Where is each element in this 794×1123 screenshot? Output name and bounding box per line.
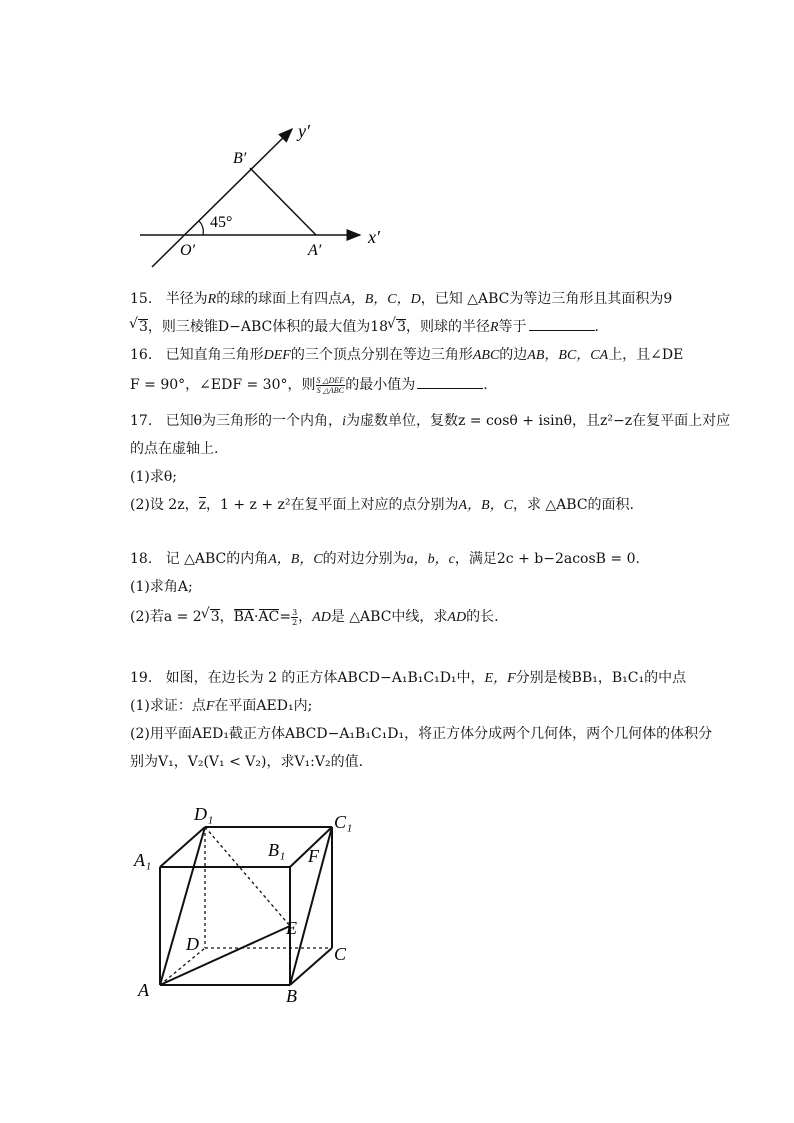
q16-text: 的三个顶点分别在等边三角形 — [290, 347, 473, 363]
q18-number: 18. — [130, 551, 153, 567]
q15-text: 等于 — [498, 319, 527, 335]
oblique-axes-figure — [130, 115, 390, 275]
y-axis-label: y′ — [298, 121, 310, 141]
q17-text: 的点在虚轴上. — [130, 441, 219, 457]
vector-ba: BA — [233, 609, 255, 625]
q17-line1 — [130, 411, 730, 432]
q16-text: 的最小值为 — [345, 377, 416, 393]
q19-text: 别为V₁，V₂(V₁ < V₂)，求V₁:V₂的值. — [130, 754, 364, 770]
q15-line1 — [130, 289, 672, 310]
q18-part2 — [130, 607, 499, 628]
fraction-denominator: 2 — [292, 617, 298, 627]
q18-part1 — [130, 577, 193, 597]
point-f-label: F — [308, 846, 319, 866]
q16-text: 上，且∠DE — [608, 347, 684, 363]
q19-text: 如图，在边长为 2 的正方体ABCD−A₁B₁C₁D₁中， — [165, 670, 485, 686]
angle-arc — [199, 221, 203, 235]
q18-sides: a，b，c — [406, 552, 455, 567]
q18-text: ，满足2c + b−2acosB = 0. — [454, 551, 640, 567]
cube-figure — [130, 800, 370, 1015]
q16-number: 16. — [130, 347, 153, 363]
q18-text: 的对边分别为 — [322, 551, 407, 567]
vertex-a-label: A — [138, 980, 149, 1000]
vector-ac: AC — [258, 609, 280, 625]
q15-var-r: R — [207, 292, 217, 307]
q15-points: A，B，C，D — [342, 292, 421, 307]
q17-part2 — [130, 495, 634, 516]
q17-text: (2)设 2z， — [130, 497, 199, 513]
q15-text: ，已知 △ABC为等边三角形且其面积为9 — [420, 291, 673, 307]
q17-part1-text: (1)求θ; — [130, 469, 177, 485]
vertex-d-label: D — [186, 934, 199, 954]
fraction-numerator: S △DEF — [316, 375, 345, 385]
x-axis-label: x′ — [368, 227, 380, 247]
q19-points: E，F — [484, 671, 516, 686]
q18-angles: A，B，C — [268, 552, 323, 567]
q19-number: 19. — [130, 670, 153, 686]
q19-part1 — [130, 696, 312, 717]
area-ratio-fraction — [316, 376, 346, 395]
q19-text: (2)用平面AED₁截正方体ABCD−A₁B₁C₁D₁，将正方体分成两个几何体，两个几何体的体积分 — [130, 726, 713, 742]
q18-text: 的长. — [466, 609, 499, 625]
point-e-label: E — [286, 918, 297, 938]
q19-text: 分别是棱BB₁，B₁C₁的中点 — [515, 670, 687, 686]
q19-text: (1)求证：点 — [130, 698, 206, 714]
q17-points: A，B，C — [458, 498, 513, 513]
q17-line2 — [130, 439, 218, 459]
q16-line1 — [130, 345, 683, 366]
q16-triangle-abc: ABC — [472, 348, 500, 363]
q16-sides: AB，BC，CA — [527, 348, 609, 363]
q17-text: ，求 △ABC的面积. — [512, 497, 635, 513]
q15-text: ，则球的半径 — [405, 319, 490, 335]
q17-text: 为虚数单位，复数z = cosθ + isinθ，且z²−z在复平面上对应 — [345, 413, 731, 429]
answer-blank[interactable] — [417, 376, 483, 389]
q18-text: (2)若a = 2 — [130, 609, 202, 625]
vertex-b1-label: B₁ — [268, 840, 286, 860]
fraction-numerator: 3 — [292, 607, 298, 617]
q18-text: ， — [219, 609, 234, 625]
q17-part1 — [130, 467, 177, 487]
q18-text: = — [279, 609, 292, 625]
segment-ad: AD — [447, 610, 467, 625]
answer-blank[interactable] — [529, 318, 595, 331]
q18-line1 — [130, 549, 640, 570]
q16-triangle-def: DEF — [263, 348, 291, 363]
q17-text: 已知θ为三角形的一个内角， — [165, 413, 343, 429]
sqrt-expression: √ 3 — [210, 609, 220, 624]
q19-point-f: F — [205, 699, 215, 714]
q19-part2-cont — [130, 752, 363, 772]
angle-label: 45° — [210, 214, 233, 231]
q15-var-r: R — [489, 320, 499, 335]
q17-imaginary-unit: i — [342, 414, 346, 429]
vertex-c-label: C — [334, 944, 347, 964]
q16-line2 — [130, 375, 488, 395]
q17-text: ，1 + z + z²在复平面上对应的点分别为 — [205, 497, 459, 513]
z-conjugate: z — [198, 497, 206, 513]
q15-number: 15. — [130, 291, 153, 307]
vertex-d1-label: D₁ — [194, 804, 214, 824]
segment-a-b — [250, 168, 316, 235]
q15-text: 半径为 — [165, 291, 208, 307]
q18-text: 记 △ABC的内角 — [165, 551, 269, 567]
vertex-a1-label: A₁ — [134, 850, 152, 870]
vertex-c1-label: C₁ — [334, 812, 353, 832]
q15-text: ，则三棱锥D−ABC体积的最大值为18 — [147, 319, 389, 335]
q16-text: 已知直角三角形 — [165, 347, 264, 363]
q16-text: 的边 — [499, 347, 528, 363]
q16-text: . — [483, 377, 488, 393]
q17-number: 17. — [130, 413, 153, 429]
q19-line1 — [130, 668, 686, 689]
q19-text: 在平面AED₁内; — [214, 698, 313, 714]
q18-text: 是 △ABC中线，求 — [330, 609, 448, 625]
sqrt-expression: √ 3 — [138, 319, 148, 334]
q16-text: F = 90°，∠EDF = 30°，则 — [130, 377, 316, 393]
q15-text: 的球的球面上有四点 — [216, 291, 343, 307]
q18-part1-text: (1)求角A; — [130, 579, 193, 595]
segment-ad: AD — [312, 610, 331, 625]
y-axis — [152, 129, 292, 267]
dot-operator: · — [254, 609, 259, 625]
q15-line2 — [130, 317, 599, 338]
fraction-denominator: S △ABC — [316, 385, 344, 395]
q18-text: ， — [298, 609, 313, 625]
q19-part2 — [130, 724, 712, 744]
point-b-label: B′ — [233, 150, 247, 167]
vertex-b-label: B — [286, 986, 297, 1006]
point-a-label: A′ — [308, 242, 322, 259]
q15-text: . — [594, 319, 599, 335]
origin-label: O′ — [180, 242, 196, 259]
sqrt-expression: √ 3 — [396, 319, 406, 334]
